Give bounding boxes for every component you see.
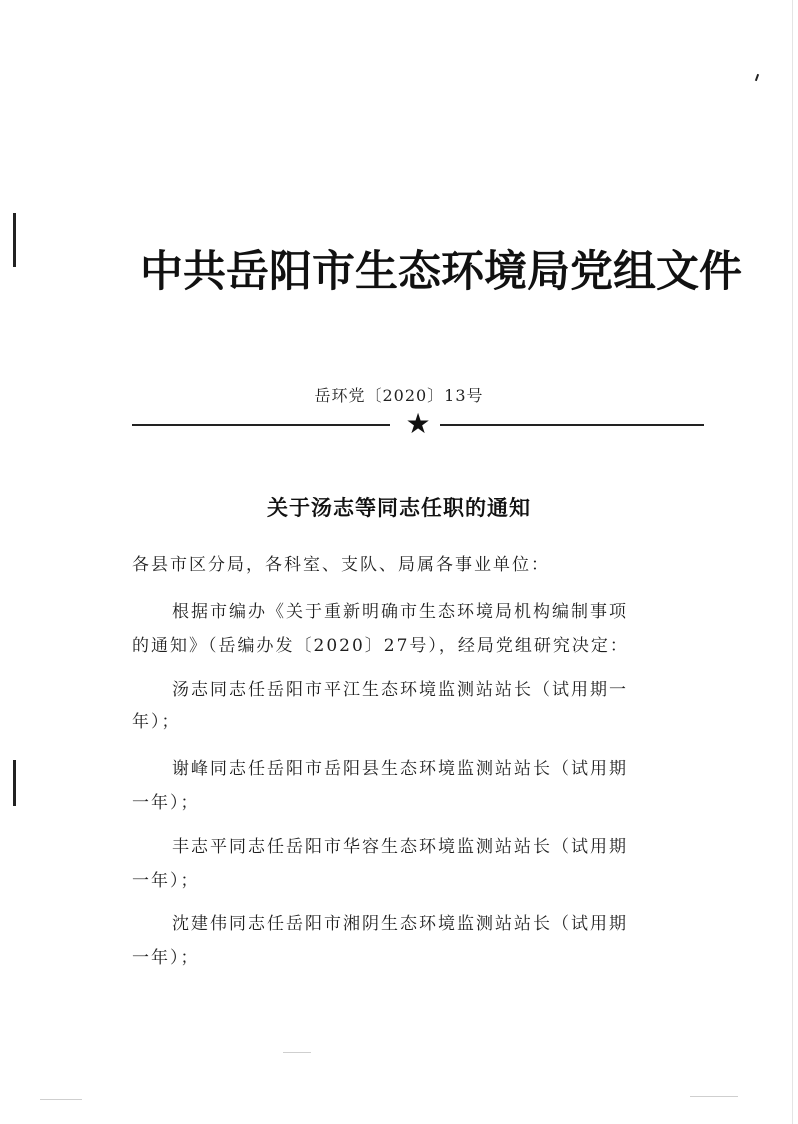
appointment-line: 一年）； <box>132 871 200 891</box>
scan-smudge <box>40 1099 82 1100</box>
document-header-title: 中共岳阳市生态环境局党组文件 <box>140 247 742 297</box>
document-number: 岳环党〔2020〕13号 <box>314 386 484 405</box>
salutation: 各县市区分局，各科室、支队、局属各事业单位： <box>132 555 550 575</box>
scan-mark <box>13 213 16 267</box>
appointment-line: 沈建伟同志任岳阳市湘阴生态环境监测站站长（试用期 <box>172 914 628 934</box>
appointment-line: 年）； <box>132 712 181 732</box>
scan-mark <box>13 760 16 806</box>
header-rule-right <box>440 424 704 426</box>
body-line: 根据市编办《关于重新明确市生态环境局机构编制事项 <box>172 602 628 622</box>
appointment-line: 谢峰同志任岳阳市岳阳县生态环境监测站站长（试用期 <box>172 759 628 779</box>
scan-mark <box>755 74 759 81</box>
scan-edge <box>792 0 793 1124</box>
star-icon: ★ <box>405 407 431 440</box>
body-line: 的通知》（岳编办发〔2020〕27号），经局党组研究决定： <box>132 636 629 656</box>
appointment-line: 一年）； <box>132 793 200 813</box>
appointment-line: 一年）； <box>132 948 200 968</box>
scan-smudge <box>690 1096 738 1097</box>
notice-title: 关于汤志等同志任职的通知 <box>267 495 531 520</box>
header-rule-left <box>132 424 390 426</box>
scan-smudge <box>283 1052 311 1053</box>
appointment-line: 汤志同志任岳阳市平江生态环境监测站站长（试用期一 <box>172 680 628 700</box>
appointment-line: 丰志平同志任岳阳市华容生态环境监测站站长（试用期 <box>172 837 628 857</box>
